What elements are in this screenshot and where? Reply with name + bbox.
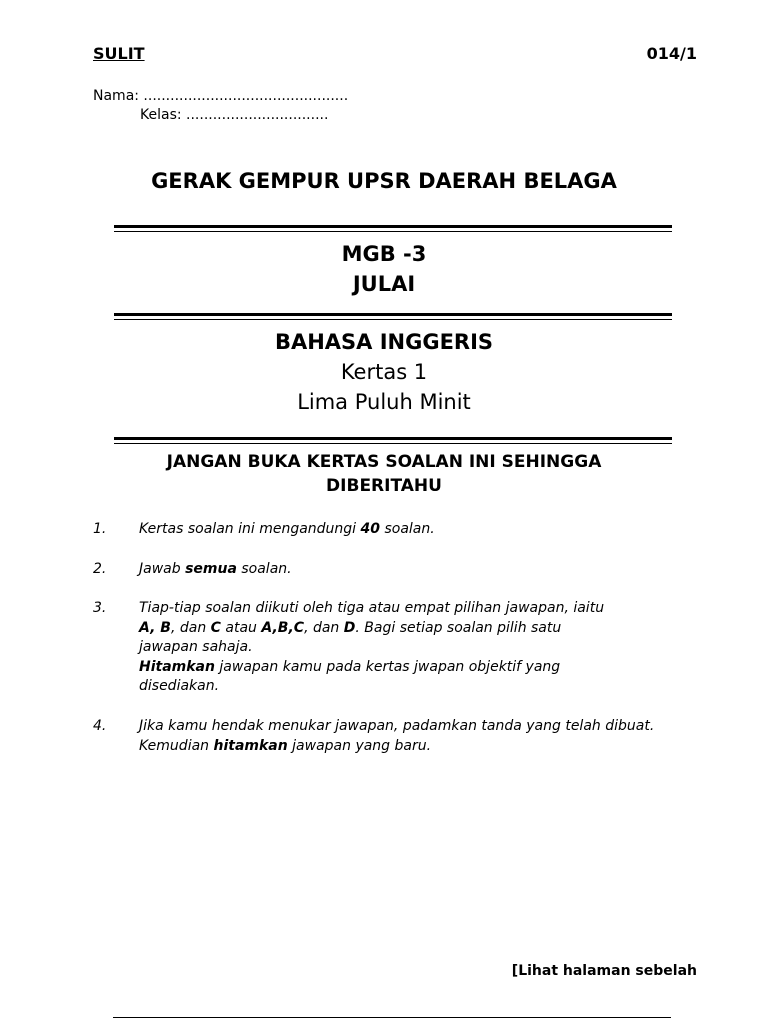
warning-notice: JANGAN BUKA KERTAS SOALAN INI SEHINGGA DIBERITAHU: [166, 452, 602, 496]
instruction-number: 4.: [93, 718, 107, 734]
divider-2: [114, 313, 672, 320]
instruction-number: 1.: [93, 521, 107, 537]
class-field: Kelas: ................................: [140, 107, 329, 123]
exam-month: JULAI: [352, 272, 416, 296]
name-field: Nama: ..............................................: [93, 88, 349, 104]
exam-series: MGB -3: [341, 242, 427, 266]
exam-title: GERAK GEMPUR UPSR DAERAH BELAGA: [151, 169, 617, 193]
footer-rule: [113, 1017, 671, 1018]
duration: Lima Puluh Minit: [297, 390, 471, 414]
instruction-text: Jika kamu hendak menukar jawapan, padamkan tanda yang telah dibuat. Kemudian hitamkan jawapan yang baru.: [139, 718, 655, 754]
paper-code: 014/1: [646, 44, 697, 63]
instruction-text: Jawab semua soalan.: [139, 561, 292, 577]
paper-number: Kertas 1: [340, 360, 428, 384]
classification-label: SULIT: [93, 44, 145, 63]
instruction-number: 3.: [93, 600, 107, 616]
instruction-text: Kertas soalan ini mengandungi 40 soalan.: [139, 521, 435, 537]
instruction-text: Tiap-tiap soalan diikuti oleh tiga atau empat pilihan jawapan, iaitu A, B, dan C atau A,B,C, dan D. Bagi setiap soalan pilih satu jawapan sahaja. Hitamkan jawapan kamu pada kertas jwapan objektif yang disediakan.: [139, 600, 605, 694]
divider-3: [114, 437, 672, 444]
divider-1: [114, 225, 672, 232]
subject-name: BAHASA INGGERIS: [274, 330, 494, 354]
instruction-number: 2.: [93, 561, 107, 577]
next-page-note: [Lihat halaman sebelah: [511, 963, 697, 979]
